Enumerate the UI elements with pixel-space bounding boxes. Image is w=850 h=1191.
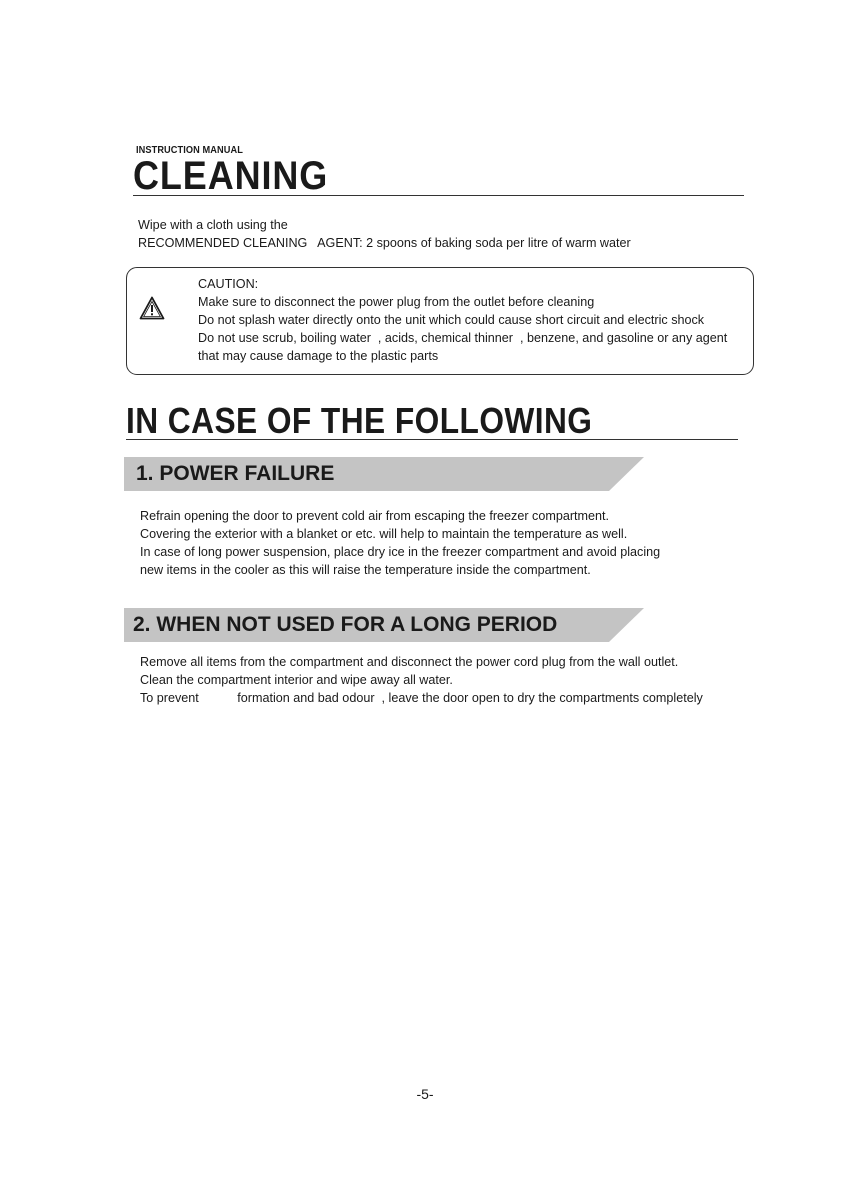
page-number: -5- [416, 1086, 434, 1102]
power-failure-line: new items in the cooler as this will raise the temperature inside the compartment. [140, 563, 591, 577]
section-title: IN CASE OF THE FOLLOWING [126, 400, 593, 441]
long-period-title: 2. WHEN NOT USED FOR A LONG PERIOD [133, 613, 558, 636]
long-period-line: Remove all items from the compartment and disconnect the power cord plug from the wall outlet. [140, 655, 679, 669]
caution-heading: CAUTION: [198, 277, 259, 291]
section-divider [126, 439, 738, 440]
title-divider [133, 195, 744, 196]
power-failure-line: In case of long power suspension, place dry ice in the freezer compartment and avoid placing [140, 545, 661, 559]
caution-line: Do not splash water directly onto the unit which could cause short circuit and electric shock [198, 313, 705, 327]
cleaning-line-1: Wipe with a cloth using the [138, 218, 288, 232]
power-failure-heading [124, 457, 644, 491]
power-failure-line: Covering the exterior with a blanket or etc. will help to maintain the temperature as well. [140, 527, 628, 541]
long-period-heading [124, 608, 644, 642]
long-period-line: Clean the compartment interior and wipe away all water. [140, 673, 453, 687]
manual-label: INSTRUCTION MANUAL [136, 145, 243, 156]
page-title: CLEANING [133, 154, 329, 198]
caution-line: Do not use scrub, boiling water , acids, chemical thinner , benzene, and gasoline or any agent [198, 331, 728, 345]
power-failure-line: Refrain opening the door to prevent cold air from escaping the freezer compartment. [140, 509, 610, 523]
caution-line: Make sure to disconnect the power plug from the outlet before cleaning [198, 295, 595, 309]
power-failure-title: 1. POWER FAILURE [136, 462, 335, 485]
long-period-line: To prevent formation and bad odour , leave the door open to dry the compartments completely [140, 691, 703, 705]
cleaning-line-2: RECOMMENDED CLEANING AGENT: 2 spoons of baking soda per litre of warm water [138, 236, 631, 250]
warning-triangle-icon [139, 296, 165, 320]
caution-line: that may cause damage to the plastic parts [198, 349, 439, 363]
